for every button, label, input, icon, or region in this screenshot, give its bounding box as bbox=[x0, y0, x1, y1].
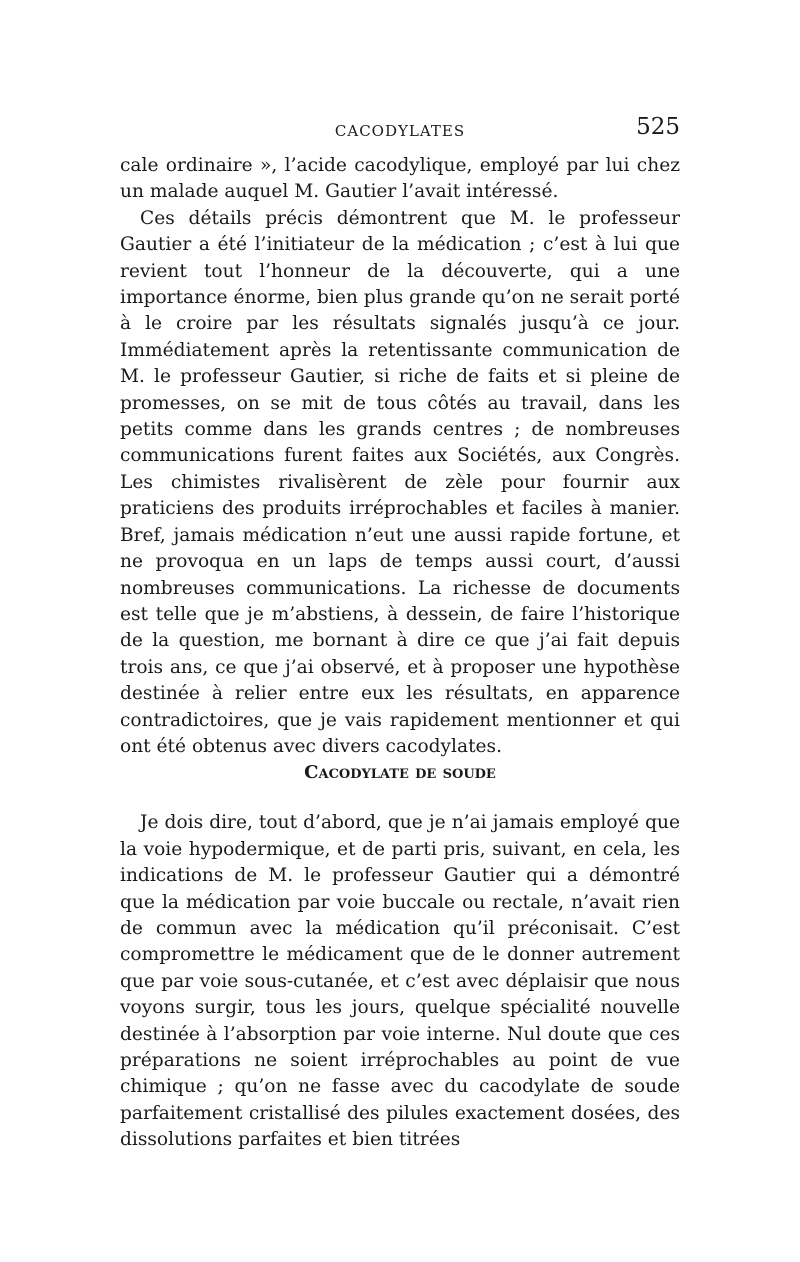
page-number: 525 bbox=[636, 114, 680, 140]
paragraph-continuation: cale ordinaire », l’acide cacodylique, employé par lui chez un malade auquel M. Gautier l’avait intéressé. bbox=[120, 155, 680, 203]
section-heading: Cacodylate de soude bbox=[304, 762, 496, 784]
running-title: CACODYLATES bbox=[334, 122, 466, 140]
running-header bbox=[120, 114, 680, 144]
paragraph-gautier-initiator: Ces détails précis démontrent que M. le professeur Gautier a été l’initiateur de la médication ; c’est à lui que revient tout l’honneur de la découverte, qui a une importance énorme, bien plus grande qu’on ne serait porté à le croire par les résultats signalés jusqu’à ce jour. Immédiatement après la retentissante communication de M. le professeur Gautier, si riche de faits et si pleine de promesses, on se mit de tous côtés au travail, dans les petits comme dans les grands centres ; de nombreuses communications furent faites aux Sociétés, aux Congrès. Les chimistes rivalisèrent de zèle pour fournir aux praticiens des produits irréprochables et faciles à manier. Bref, jamais médication n’eut une aussi rapide fortune, et ne provoqua en un laps de temps aussi court, d’aussi nombreuses communications. La richesse de documents est telle que je m’abstiens, à dessein, de faire l’historique de la question, me bornant à dire ce que j’ai fait depuis trois ans, ce que j’ai observé, et à proposer une hypothèse destinée à relier entre eux les résultats, en apparence contradictoires, que je vais rapidement mentionner et qui ont été obtenus avec divers cacodylates. bbox=[120, 207, 680, 757]
page-body bbox=[120, 153, 680, 1154]
paragraph-hypodermic-route: Je dois dire, tout d’abord, que je n’ai jamais employé que la voie hypodermique, et de parti pris, suivant, en cela, les indications de M. le professeur Gautier qui a démontré que la médication par voie buccale ou rectale, n’avait rien de commun avec la médication qu’il préconisait. C’est compromettre le médicament que de le donner autrement que par voie sous-cutanée, et c’est avec déplaisir que nous voyons surgir, tous les jours, quelque spécialité nouvelle destinée à l’absorption par voie interne. Nul doute que ces préparations ne soient irréprochables au point de vue chimique ; qu’on ne fasse avec du cacodylate de soude parfaitement cristallisé des pilules exactement dosées, des dissolutions parfaites et bien titrées bbox=[120, 812, 680, 1151]
